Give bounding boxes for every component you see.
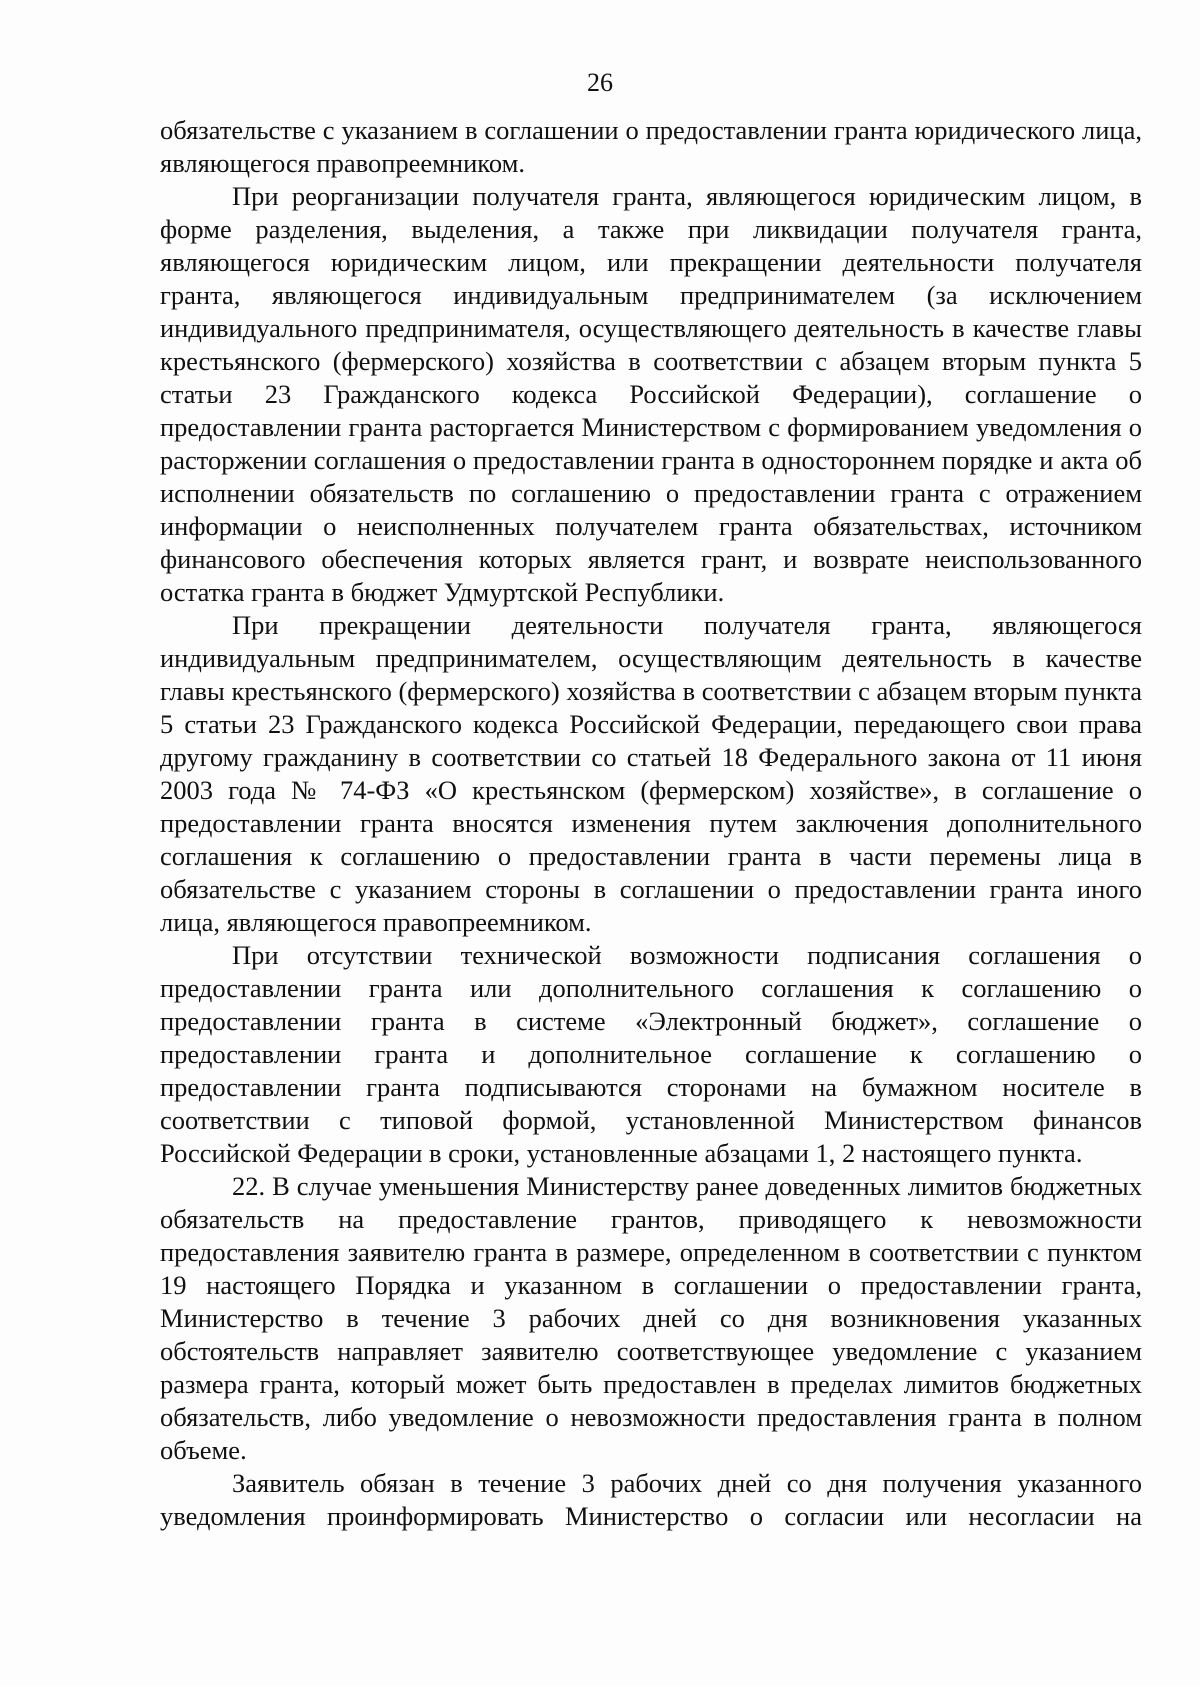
paragraph-paper-signing: При отсутствии технической возможности подписания соглашения о предоставлении гранта или дополнительного соглашения к соглашению о предоставлении гранта в системе «Электронный бюджет», соглашение о предоставлении гранта и дополнительное соглашение к соглашению о предоставлении гранта подписываются сторонами на бумажном носителе в соответствии с типовой формой, установленной Министерством финансов Российской Федерации в сроки, установленные абзацами 1, 2 настоящего пункта. xyxy=(160,940,1142,1168)
paragraph-reorganization: При реорганизации получателя гранта, являющегося юридическим лицом, в форме разделения, выделения, а также при ликвидации получателя гранта, являющегося юридическим лицом, или прекращении деятельности получателя гранта, являющегося индивидуальным предпринимателем (за исключением индивидуального предпринимателя, осуществляющего деятельность в качестве главы крестьянского (фермерского) хозяйства в соответствии с абзацем вторым пункта 5 статьи 23 Гражданского кодекса Российской Федерации), соглашение о предоставлении гранта расторгается Министерством с формированием уведомления о расторжении соглашения о предоставлении гранта в одностороннем порядке и акта об исполнении обязательств по соглашению о предоставлении гранта с отражением информации о неисполненных получателем гранта обязательствах, источником финансового обеспечения которых является грант, и возврате неиспользованного остатка гранта в бюджет Удмуртской Республики. xyxy=(160,181,1142,607)
paragraph-applicant-obligation: Заявитель обязан в течение 3 рабочих дней со дня получения указанного уведомления проинформировать Министерство о согласии или несогласии на xyxy=(160,1468,1142,1531)
paragraph-item-22: 22. В случае уменьшения Министерству ранее доведенных лимитов бюджетных обязательств на предоставление грантов, приводящего к невозможности предоставления заявителю гранта в размере, определенном в соответствии с пунктом 19 настоящего Порядка и указанном в соглашении о предоставлении гранта, Министерство в течение 3 рабочих дней со дня возникновения указанных обстоятельств направляет заявителю соответствующее уведомление с указанием размера гранта, который может быть предоставлен в пределах лимитов бюджетных обязательств, либо уведомление о невозможности предоставления гранта в полном объеме. xyxy=(160,1171,1142,1465)
document-body xyxy=(160,114,1142,1533)
paragraph-continuation: обязательстве с указанием в соглашении о предоставлении гранта юридического лица, являющегося правопреемником. xyxy=(160,115,1142,178)
paragraph-farm-head-termination: При прекращении деятельности получателя гранта, являющегося индивидуальным предпринимателем, осуществляющим деятельность в качестве главы крестьянского (фермерского) хозяйства в соответствии с абзацем вторым пункта 5 статьи 23 Гражданского кодекса Российской Федерации, передающего свои права другому гражданину в соответствии со статьей 18 Федерального закона от 11 июня 2003 года № 74-ФЗ «О крестьянском (фермерском) хозяйстве», в соглашение о предоставлении гранта вносятся изменения путем заключения дополнительного соглашения к соглашению о предоставлении гранта в части перемены лица в обязательстве с указанием стороны в соглашении о предоставлении гранта иного лица, являющегося правопреемником. xyxy=(160,610,1142,937)
page-number: 26 xyxy=(587,68,613,97)
